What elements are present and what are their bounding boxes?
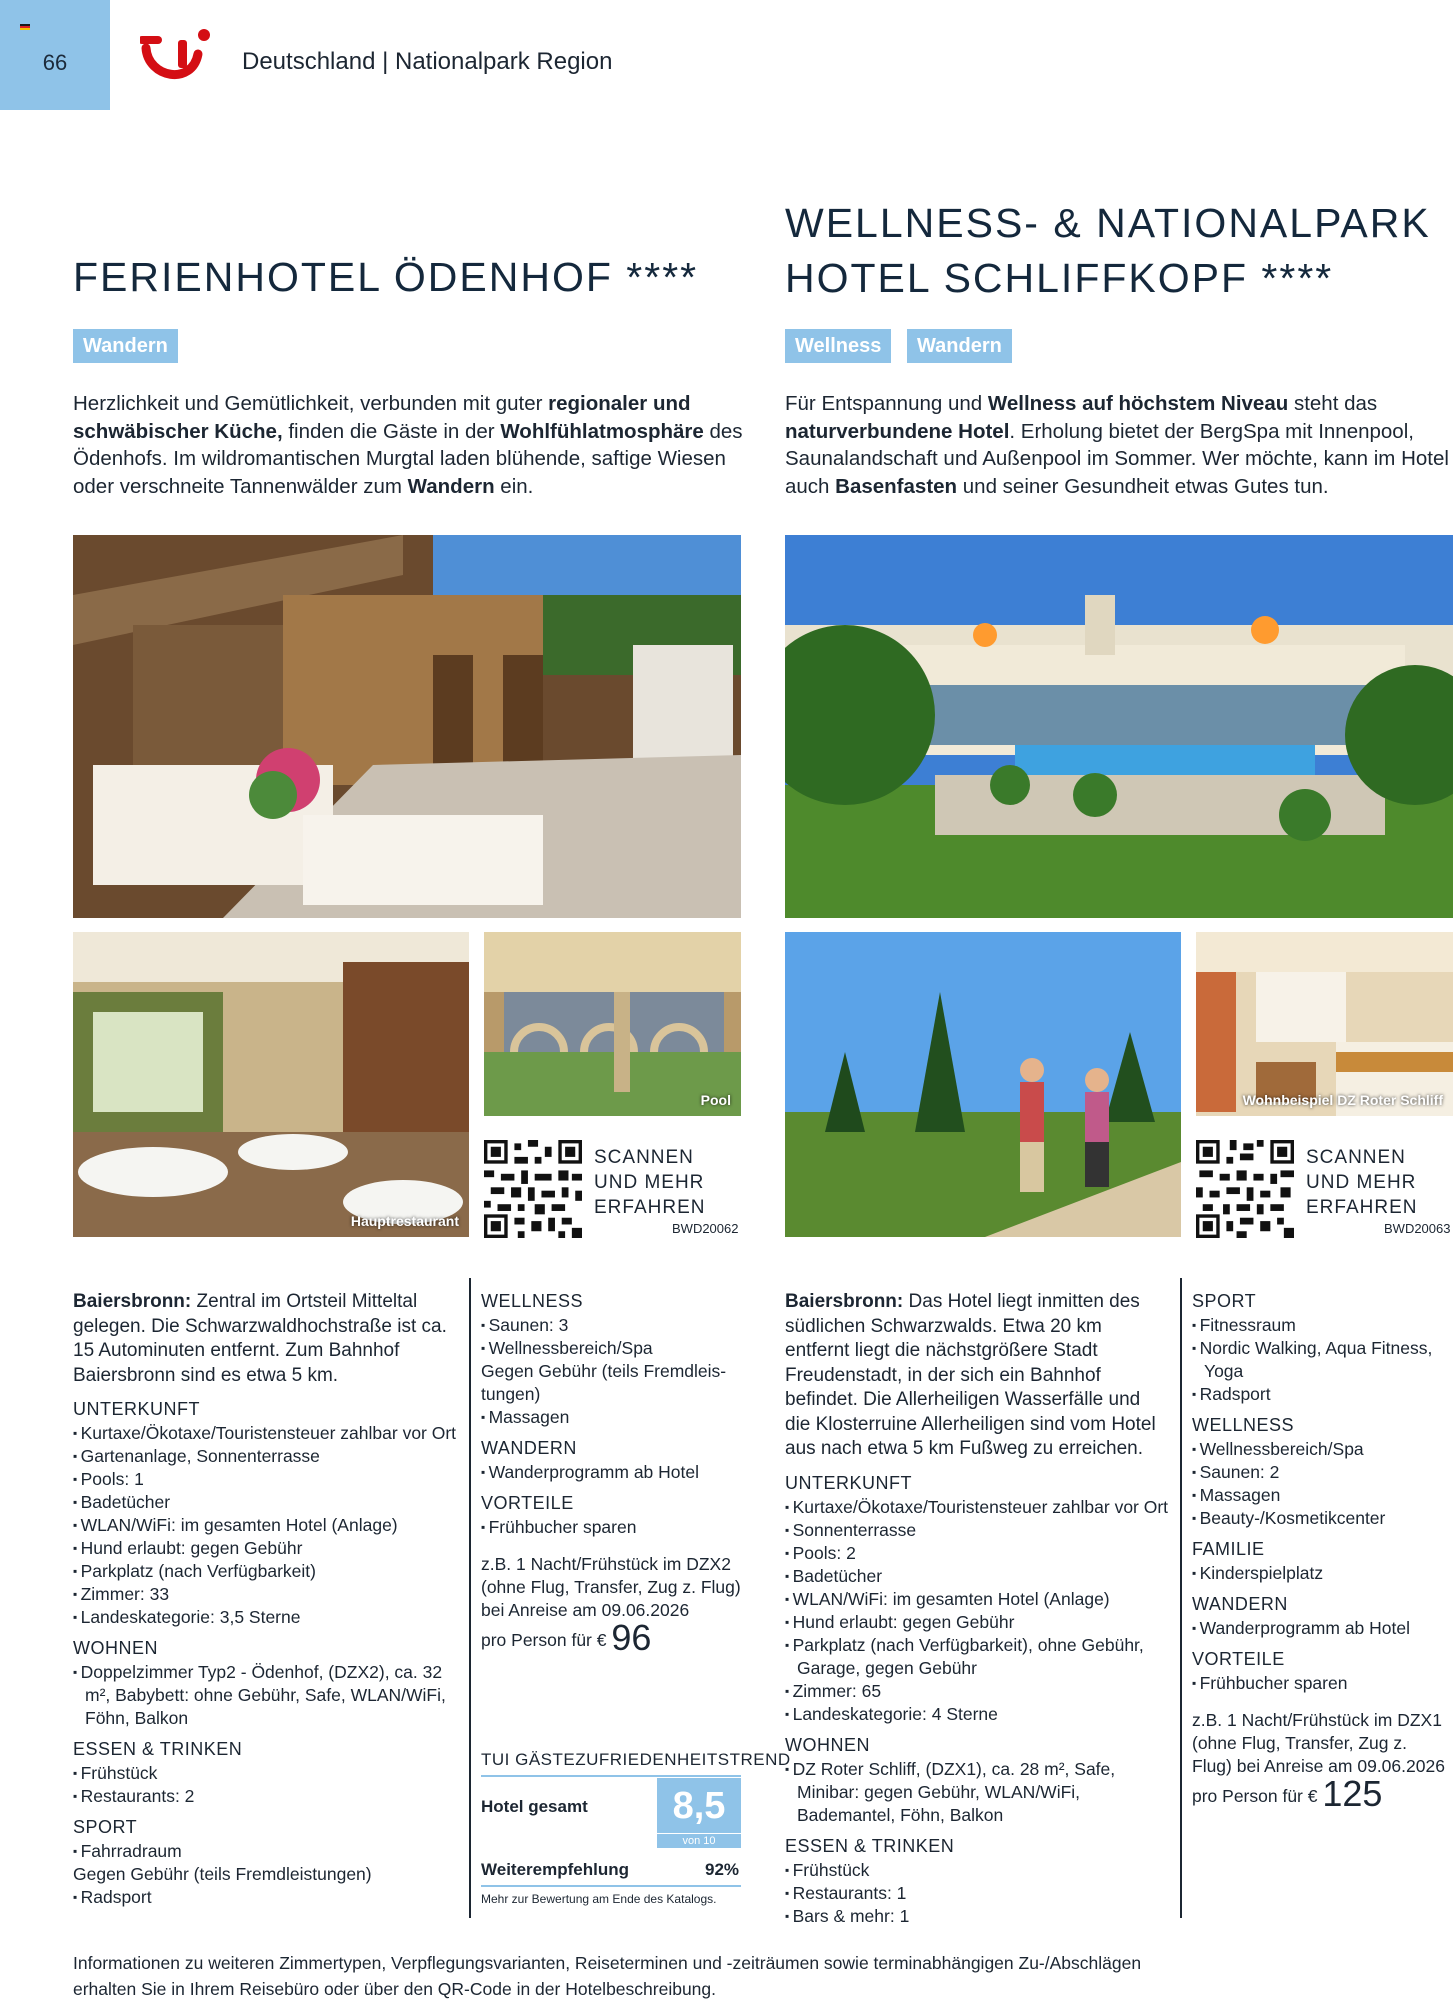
right-hiking-photo [785,932,1181,1237]
photo-caption: Pool [700,1092,731,1108]
tag-wellness: Wellness [785,329,891,363]
list-item: ▪ Wanderprogramm ab Hotel [1192,1617,1450,1640]
right-details-col1 [785,1290,1170,1928]
list-item: ▪ Zimmer: 65 [785,1680,1170,1703]
section-title: SPORT [73,1817,138,1837]
location-description [73,1290,463,1388]
intro-fragment: des Ödenhofs. Im wildromantischen Murgtal laden blühende, saftige Wiesen oder verschneite Tannenwälder zum [73,419,743,498]
title-line: HOTEL SCHLIFFKOPF **** [785,255,1334,301]
location-lead: Baiersbronn: [785,1291,904,1312]
intro-fragment: Herzlichkeit und Gemütlichkeit, verbunden mit guter [73,392,549,415]
price-prefix: pro Person für € [1192,1786,1323,1806]
list-item: ▪ Frühbucher sparen [1192,1672,1450,1695]
right-room-photo [1196,932,1453,1116]
section-title: WANDERN [481,1438,577,1458]
qr-code[interactable] [1196,1140,1294,1238]
list-text: Gegen Gebühr (teils Fremdleistungen) [481,1361,727,1404]
list-item: ▪ Parkplatz (nach Verfügbarkeit), ohne Gebühr, Garage, gegen Gebühr [785,1634,1170,1680]
intro-fragment: naturverbundene Hotel [785,419,1010,443]
list-item: ▪ Massagen [481,1406,743,1429]
right-details-col2 [1192,1290,1450,1814]
rating-score-sub: von 10 [657,1834,741,1848]
intro-fragment: Für Entspannung und [785,392,988,415]
recommend-line [481,1885,741,1887]
section-title: UNTERKUNFT [785,1472,912,1493]
intro-fragment: Wohlfühlatmosphäre [500,419,704,443]
section-title: WELLNESS [481,1291,584,1311]
section-title: WOHNEN [785,1734,870,1755]
section-title: ESSEN & TRINKEN [785,1835,955,1856]
offer-text: z.B. 1 Nacht/Frühstück im DZX1 (ohne Flug, Transfer, Zug z. Flug) bei Anreise am 09.06.2026 [1192,1710,1445,1776]
section-title: WOHNEN [73,1638,158,1658]
list-item: ▪ Wellnessbereich/Spa [1192,1438,1450,1461]
list-item: ▪ Restaurants: 2 [73,1785,463,1808]
section-title: SPORT [1192,1291,1257,1311]
list-item: ▪ Restaurants: 1 [785,1882,1170,1905]
intro-fragment: regionaler und schwäbischer Küche, [73,392,691,443]
list-item: ▪ Radsport [1192,1383,1450,1406]
intro-fragment: und seiner Gesundheit etwas Gutes tun. [957,474,1329,498]
section-title: VORTEILE [481,1493,574,1513]
list-item: ▪ Bars & mehr: 1 [785,1905,1170,1928]
list-item: ▪ Saunen: 2 [1192,1461,1450,1484]
price-value: 96 [611,1617,652,1658]
list-item: ▪ Radsport [73,1886,463,1909]
list-item: ▪ Fitnessraum [1192,1314,1450,1337]
section-title: ESSEN & TRINKEN [73,1739,243,1759]
section-title: WELLNESS [1192,1415,1295,1435]
list-item: ▪ Frühstück [73,1762,463,1785]
breadcrumb: Deutschland | Nationalpark Region [242,48,613,75]
qr-code[interactable] [484,1140,582,1238]
list-item: ▪ Zimmer: 33 [73,1583,463,1606]
list-item: ▪ WLAN/WiFi: im gesamten Hotel (Anlage) [785,1588,1170,1611]
price-value: 125 [1322,1773,1383,1814]
location-lead: Baiersbronn: [73,1291,192,1312]
scan-line: SCANNEN [1306,1147,1406,1168]
scan-line: UND MEHR [1306,1172,1417,1193]
section-title: WANDERN [1192,1594,1288,1614]
left-details-col1 [73,1290,463,1909]
intro-fragment: . Erholung bietet der BergSpa mit Innenpool, Saunalandschaft und Außenpool im Sommer. Wer möchte, kann im Hotel auch [785,419,1449,498]
left-details-col2 [481,1290,743,1658]
list-item: ▪ Landeskategorie: 4 Sterne [785,1703,1170,1726]
list-item: ▪ Badetücher [785,1565,1170,1588]
column-divider [469,1278,471,1918]
right-hotel-intro [785,390,1453,500]
title-line: WELLNESS- & NATIONALPARK [785,200,1431,246]
intro-fragment: steht das [1288,392,1378,415]
right-hotel-title [785,196,1431,306]
tag-wandern: Wandern [907,329,1012,363]
scan-line: SCANNEN [594,1147,694,1168]
list-item: ▪ Hund erlaubt: gegen Gebühr [73,1537,463,1560]
left-restaurant-photo [73,932,469,1237]
photo-caption: Hauptrestaurant [350,1213,459,1229]
tag-wandern: Wandern [73,329,178,363]
intro-fragment: Basenfasten [835,474,958,498]
list-item: ▪ Badetücher [73,1491,463,1514]
photo-caption: Wohnbeispiel DZ Roter Schliff [1242,1092,1443,1108]
list-item: ▪ Hund erlaubt: gegen Gebühr [785,1611,1170,1634]
price-prefix: pro Person für € [481,1630,612,1650]
list-item: ▪ Pools: 1 [73,1468,463,1491]
list-item: ▪ Frühbucher sparen [481,1516,743,1539]
list-item: ▪ Kurtaxe/Ökotaxe/Touristensteuer zahlbar vor Ort [73,1422,463,1445]
list-item: ▪ Wanderprogramm ab Hotel [481,1461,743,1484]
list-item: ▪ Doppelzimmer Typ2 - Ödenhof, (DZX2), ca. 32 m², Babybett: ohne Gebühr, Safe, WLAN/WiFi, Föhn, Balkon [73,1661,463,1730]
list-item: ▪ Nordic Walking, Aqua Fitness, Yoga [1192,1337,1450,1383]
section-title: VORTEILE [1192,1649,1285,1669]
left-hotel-title: FERIENHOTEL ÖDENHOF **** [73,254,699,300]
list-item: ▪ Fahrradraum [73,1840,463,1863]
list-item: ▪ Saunen: 3 [481,1314,743,1337]
intro-fragment: finden die Gäste in der [282,419,501,443]
price [481,1617,743,1658]
intro-fragment: ein. [494,474,534,498]
left-pool-photo [484,932,741,1116]
left-hotel-intro [73,390,743,500]
list-item: ▪ Kinderspielplatz [1192,1562,1450,1585]
list-item: ▪ Kurtaxe/Ökotaxe/Touristensteuer zahlbar vor Ort [785,1496,1170,1519]
rating-label: Hotel gesamt [481,1797,588,1816]
list-item: ▪ Massagen [1192,1484,1450,1507]
left-main-photo [73,535,741,918]
list-item: ▪ Sonnenterrasse [785,1519,1170,1542]
location-description [785,1290,1170,1462]
rating-line [481,1775,741,1777]
tui-logo [140,26,220,90]
right-main-photo [785,535,1453,918]
rating-title: TUI GÄSTEZUFRIEDENHEITSTREND [481,1750,791,1769]
german-flag-icon [20,24,30,30]
booking-code: BWD20063 [1384,1221,1451,1236]
price [1192,1773,1450,1814]
list-item: ▪ Gartenanlage, Sonnenterrasse [73,1445,463,1468]
scan-line: ERFAHREN [1306,1197,1418,1218]
list-item: ▪ Wellnessbereich/Spa [481,1337,743,1360]
scan-line: ERFAHREN [594,1197,706,1218]
page-number: 66 [42,50,68,75]
recommend-label: Weiterempfehlung [481,1860,629,1879]
list-item: ▪ DZ Roter Schliff, (DZX1), ca. 28 m², Safe, Minibar: gegen Gebühr, WLAN/WiFi, Bademantel, Föhn, Balkon [785,1758,1170,1827]
booking-code: BWD20062 [672,1221,739,1236]
column-divider [1180,1278,1182,1918]
list-item: ▪ Pools: 2 [785,1542,1170,1565]
location-text: Zentral im Ortsteil Mitteltal gelegen. Die Schwarzwaldhochstraße ist ca. 15 Autominuten entfernt. Zum Bahnhof Baiersbronn sind es etwa 5 km. [73,1291,447,1386]
footer-note: Informationen zu weiteren Zimmertypen, Verpflegungsvarianten, Reiseterminen und -zeiträumen sowie terminabhängigen Zu-/Abschlägen erhalten Sie in Ihrem Reisebüro oder über den QR-Code in der Hotelbeschreibung. [73,1953,1142,1999]
list-item: ▪ Frühstück [785,1859,1170,1882]
list-item: ▪ Landeskategorie: 3,5 Sterne [73,1606,463,1629]
offer-text: z.B. 1 Nacht/Frühstück im DZX2 (ohne Flug, Transfer, Zug z. Flug) bei Anreise am 09.06.2026 [481,1554,741,1620]
intro-fragment: Wellness auf höchstem Niveau [987,392,1289,415]
scan-line: UND MEHR [594,1172,705,1193]
recommend-value: 92% [705,1860,740,1879]
list-item: ▪ WLAN/WiFi: im gesamten Hotel (Anlage) [73,1514,463,1537]
location-text: Das Hotel liegt inmitten des südlichen Schwarzwalds. Etwa 20 km entfernt liegt die nächstgrößere Stadt Freudenstadt, in der sich ein Bahnhof befindet. Die Allerheiligen Wasserfälle und die Klosterruine Allerheiligen sind vom Hotel aus nach etwa 5 km Fußweg zu erreichen. [785,1291,1156,1459]
section-title: UNTERKUNFT [73,1399,200,1419]
intro-fragment: Wandern [407,474,495,498]
rating-note: Mehr zur Bewertung am Ende des Katalogs. [481,1892,717,1906]
list-item: ▪ Parkplatz (nach Verfügbarkeit) [73,1560,463,1583]
qr-scan-text [1306,1145,1417,1220]
section-title: FAMILIE [1192,1539,1265,1559]
rating-score: 8,5 [657,1778,741,1834]
list-item: ▪ Beauty-/Kosmetikcenter [1192,1507,1450,1530]
list-text: Gegen Gebühr (teils Fremdleistungen) [73,1864,372,1884]
qr-scan-text [594,1145,705,1220]
page-number-tab [0,0,110,110]
